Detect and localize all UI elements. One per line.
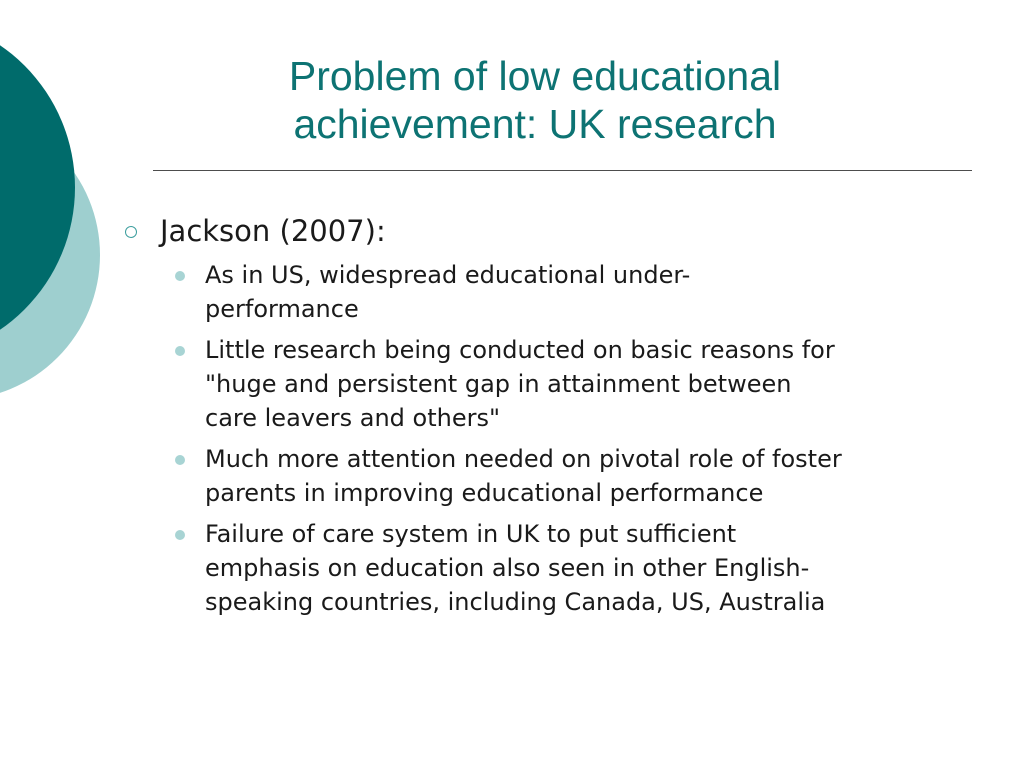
sub-bullet-item <box>205 333 985 435</box>
dot-bullet-icon <box>175 271 185 281</box>
sub-bullet-line: care leavers and others" <box>205 404 501 432</box>
sub-bullet-item <box>205 517 985 619</box>
sub-bullet-line: "huge and persistent gap in attainment between <box>205 370 792 398</box>
hollow-circle-bullet-icon <box>125 226 137 238</box>
sub-bullet-line: Much more attention needed on pivotal role of foster <box>205 445 842 473</box>
dot-bullet-icon <box>175 530 185 540</box>
dot-bullet-icon <box>175 346 185 356</box>
main-bullet-text: Jackson (2007): <box>160 214 386 248</box>
sub-bullet-line: performance <box>205 295 359 323</box>
sub-bullet-line: As in US, widespread educational under- <box>205 261 691 289</box>
title-line-2: achievement: UK research <box>293 101 777 147</box>
sub-bullet-item <box>205 258 985 326</box>
dot-bullet-icon <box>175 455 185 465</box>
sub-bullet-line: Little research being conducted on basic reasons for <box>205 336 835 364</box>
sub-bullet-line: Failure of care system in UK to put sufficient <box>205 520 737 548</box>
sub-bullet-line: parents in improving educational performance <box>205 479 764 507</box>
sub-bullet-line: emphasis on education also seen in other English- <box>205 554 810 582</box>
sub-bullet-line: speaking countries, including Canada, US, Australia <box>205 588 826 616</box>
sub-bullet-item <box>205 442 985 510</box>
title-line-1: Problem of low educational <box>288 53 782 99</box>
sub-bullet-list <box>205 258 985 626</box>
